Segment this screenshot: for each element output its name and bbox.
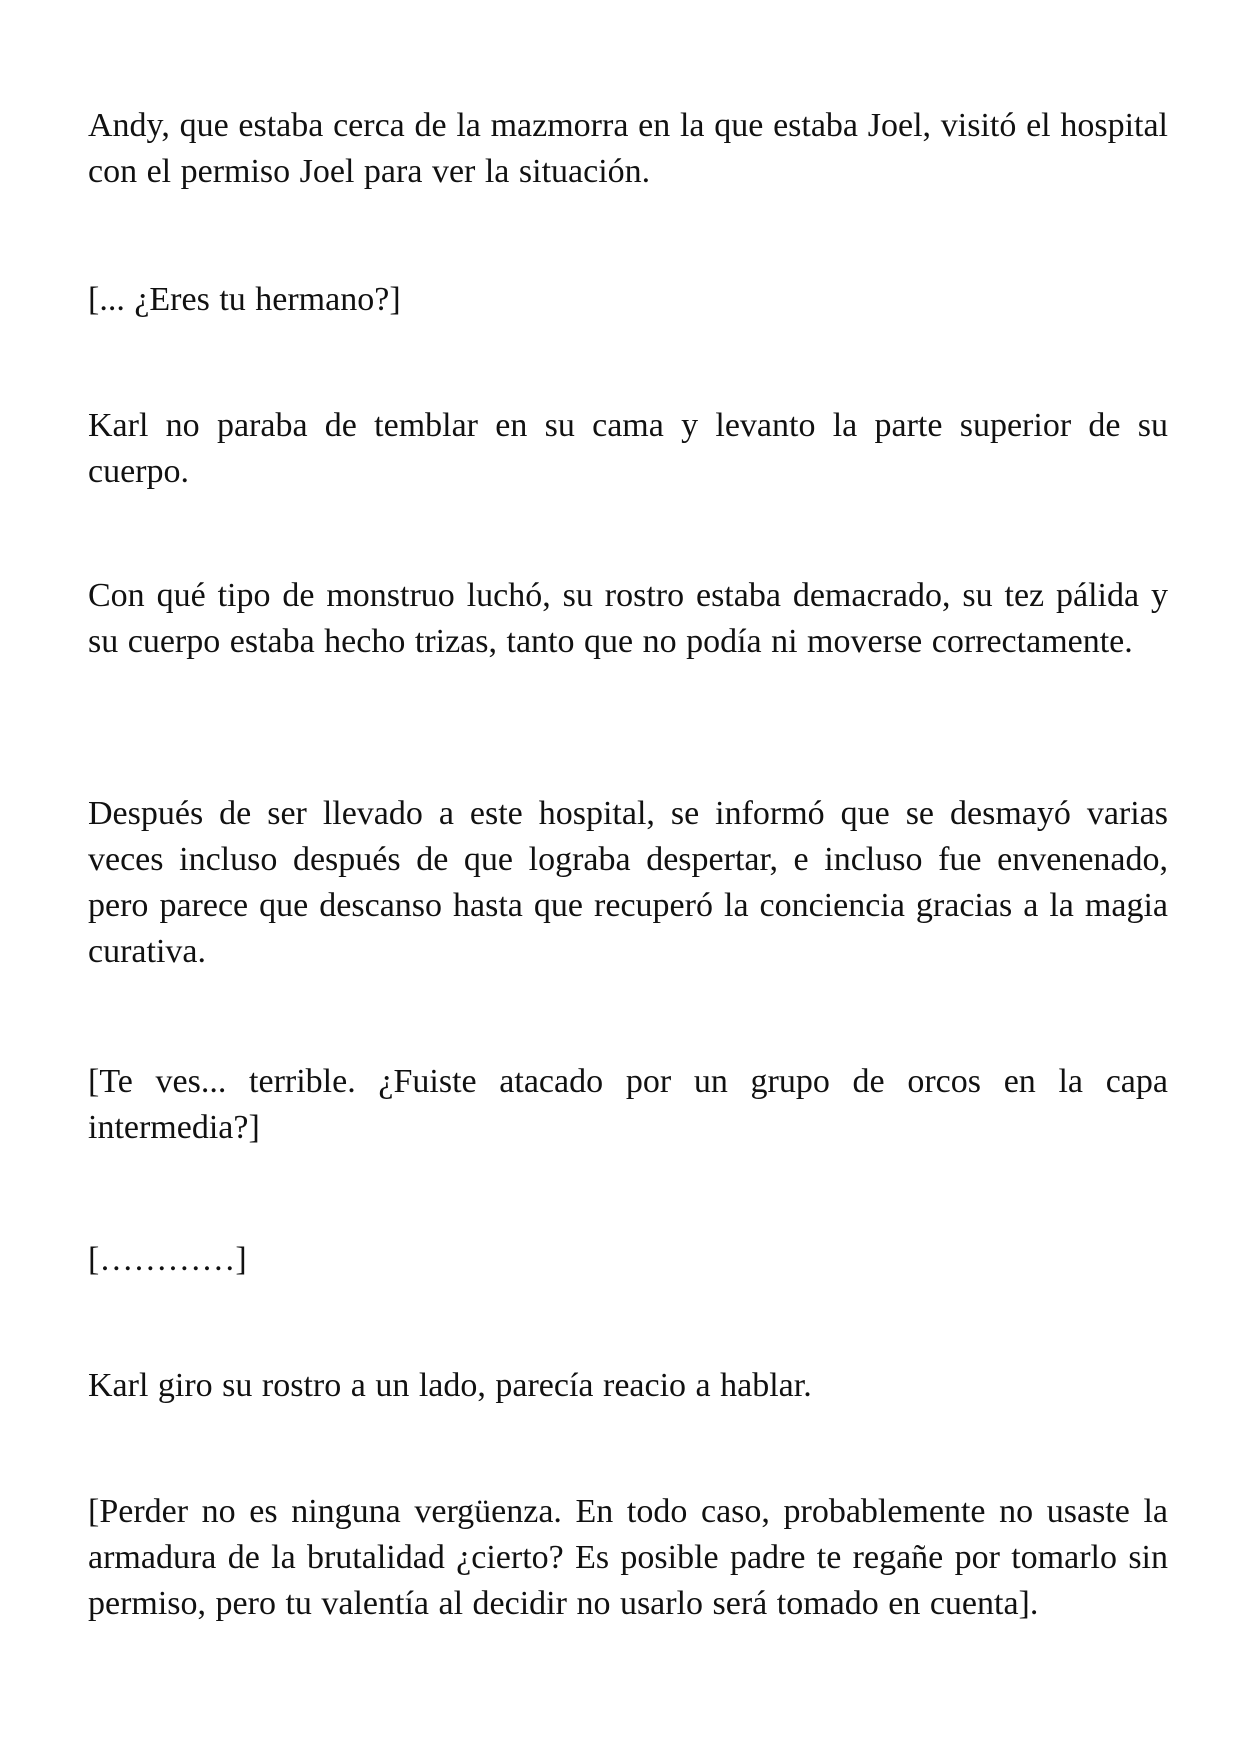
paragraph-karl-turns-face: Karl giro su rostro a un lado, parecía reacio a hablar. <box>88 1367 812 1404</box>
paragraph-dialogue-brother: [... ¿Eres tu hermano?] <box>88 281 401 318</box>
paragraph-dialogue-orcs: [Te ves... terrible. ¿Fuiste atacado por un grupo de orcos en la capa intermedia?] <box>88 1063 1168 1146</box>
paragraph-karl-trembling: Karl no paraba de temblar en su cama y levanto la parte superior de su cuerpo. <box>88 407 1168 490</box>
paragraph-monster-description: Con qué tipo de monstruo luchó, su rostro estaba demacrado, su tez pálida y su cuerpo estaba hecho trizas, tanto que no podía ni moverse correctamente. <box>88 577 1168 660</box>
paragraph-dialogue-no-shame: [Perder no es ninguna vergüenza. En todo caso, probablemente no usaste la armadura de la brutalidad ¿cierto? Es posible padre te regañe por tomarlo sin permiso, pero tu valentía al decidir no usarlo será tomado en cuenta]. <box>88 1493 1168 1622</box>
paragraph-dialogue-silence: […………] <box>88 1241 247 1278</box>
paragraph-andy-visit: Andy, que estaba cerca de la mazmorra en la que estaba Joel, visitó el hospital con el permiso Joel para ver la situación. <box>88 107 1168 190</box>
paragraph-hospital-report: Después de ser llevado a este hospital, se informó que se desmayó varias veces incluso después de que lograba despertar, e incluso fue envenenado, pero parece que descanso hasta que recuperó la conciencia gracias a la magia curativa. <box>88 795 1168 970</box>
